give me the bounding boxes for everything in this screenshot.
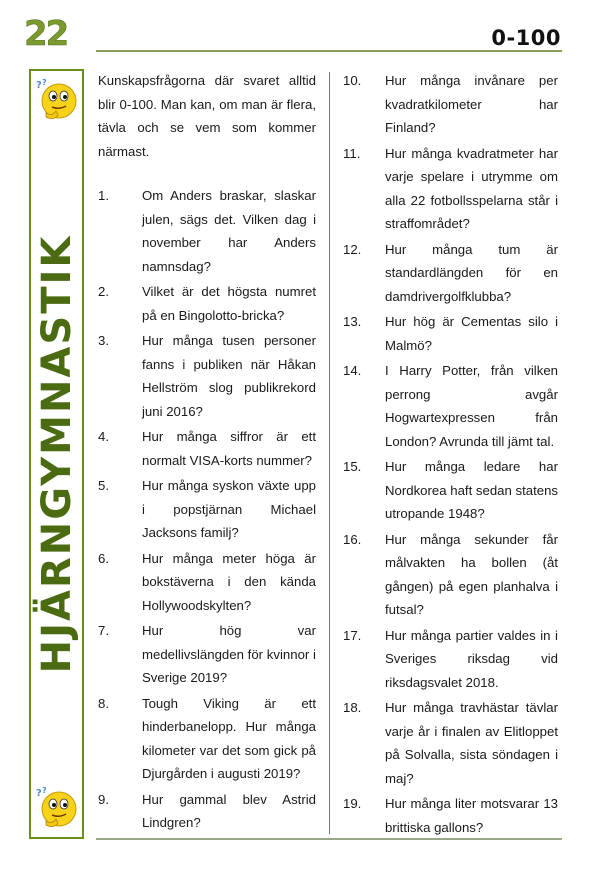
question-text: Hur många tum är standardlängden för en damdrivergolfklubba? bbox=[385, 241, 558, 304]
question-item bbox=[343, 455, 558, 526]
question-text: Hur hög var medellivslängden för kvinnor i Sverige 2019? bbox=[142, 623, 316, 685]
question-item bbox=[98, 619, 316, 690]
question-number: 17. bbox=[343, 627, 362, 643]
question-text: Om Anders braskar, slaskar julen, sägs det. Vilken dag i november har Anders namnsdag? bbox=[142, 188, 316, 274]
question-item bbox=[98, 474, 316, 545]
question-number: 8. bbox=[98, 695, 109, 711]
question-item bbox=[343, 238, 558, 309]
question-number: 18. bbox=[343, 700, 362, 715]
question-number: 6. bbox=[98, 550, 109, 566]
question-item bbox=[98, 788, 316, 835]
question-text: Vilket är det högsta numret på en Bingolotto-bricka? bbox=[142, 284, 316, 323]
svg-text:?: ? bbox=[42, 786, 47, 795]
question-number: 16. bbox=[343, 531, 362, 547]
question-item bbox=[343, 69, 558, 140]
question-item bbox=[98, 184, 316, 278]
question-item bbox=[98, 280, 316, 327]
question-number: 7. bbox=[98, 623, 109, 638]
header-rule bbox=[96, 50, 562, 52]
question-item bbox=[343, 792, 558, 839]
question-number: 12. bbox=[343, 241, 362, 257]
question-number: 4. bbox=[98, 429, 109, 444]
svg-text:?: ? bbox=[36, 788, 42, 799]
question-text: Hur många invånare per kvadratkilometer har Finland? bbox=[385, 73, 558, 135]
question-item bbox=[343, 310, 558, 357]
question-text: Hur många liter motsvarar 13 brittiska gallons? bbox=[385, 796, 558, 835]
question-text: Hur hög är Cementas silo i Malmö? bbox=[385, 314, 558, 353]
question-number: 2. bbox=[98, 284, 109, 299]
question-item bbox=[343, 359, 558, 453]
question-number: 15. bbox=[343, 459, 362, 474]
column-divider bbox=[329, 72, 330, 834]
question-text: Tough Viking är ett hinderbanelopp. Hur många kilometer var det som gick på Djurgården i augusti 2019? bbox=[142, 695, 316, 781]
sidebar-panel bbox=[29, 69, 84, 839]
left-column bbox=[98, 69, 316, 837]
question-item bbox=[98, 329, 316, 423]
question-text: I Harry Potter, från vilken perrong avgår Hogwartexpressen från London? Avrunda till jämt tal. bbox=[385, 363, 558, 449]
question-text: Hur många siffror är ett normalt VISA-korts nummer? bbox=[142, 429, 316, 468]
question-text: Hur många partier valdes in i Sveriges riksdag vid riksdagsvalet 2018. bbox=[385, 627, 558, 690]
question-item bbox=[343, 142, 558, 236]
vertical-title: HJÄRNGYMNASTIK bbox=[33, 234, 80, 674]
question-number: 9. bbox=[98, 791, 109, 807]
question-text: Hur många meter höga är bokstäverna i den kända Hollywoodskylten? bbox=[142, 550, 316, 613]
question-text: Hur många tusen personer fanns i publiken när Håkan Hellström slog publikrekord juni 2016? bbox=[142, 333, 316, 419]
page-number: 22 bbox=[24, 14, 68, 54]
section-title: 0-100 bbox=[491, 26, 561, 50]
thinking-smiley-icon bbox=[34, 77, 80, 123]
question-number: 1. bbox=[98, 188, 109, 203]
question-item bbox=[98, 425, 316, 472]
question-text: Hur många kvadratmeter har varje spelare i utrymme om alla 22 fotbollsspelarna står i straffområdet? bbox=[385, 145, 558, 231]
question-number: 11. bbox=[343, 145, 361, 161]
footer-rule bbox=[96, 838, 562, 840]
question-number: 13. bbox=[343, 314, 362, 329]
question-number: 3. bbox=[98, 333, 109, 348]
question-text: Hur många ledare har Nordkorea haft sedan statens utropande 1948? bbox=[385, 459, 559, 521]
question-item bbox=[98, 547, 316, 618]
question-list-right bbox=[343, 69, 558, 839]
question-text: Hur många sekunder får målvakten ha bollen (åt gången) på egen planhalva i futsal? bbox=[385, 531, 558, 617]
svg-text:?: ? bbox=[42, 78, 47, 87]
intro-text: Kunskapsfrågorna där svaret alltid blir 0-100. Man kan, om man är flera, tävla och se vem som kommer närmast. bbox=[98, 73, 316, 159]
right-column bbox=[343, 69, 558, 841]
thinking-smiley-icon bbox=[34, 785, 80, 831]
question-text: Hur många travhästar tävlar varje år i finalen av Elitloppet på Solvalla, sista söndagen i maj? bbox=[385, 700, 558, 786]
svg-text:?: ? bbox=[36, 80, 42, 91]
question-item bbox=[98, 692, 316, 786]
question-number: 19. bbox=[343, 796, 362, 811]
question-number: 5. bbox=[98, 478, 109, 493]
question-number: 10. bbox=[343, 73, 362, 88]
question-list-left bbox=[98, 184, 316, 835]
question-item bbox=[343, 696, 558, 790]
question-text: Hur många syskon växte upp i popstjärnan Michael Jacksons familj? bbox=[142, 478, 316, 540]
question-item bbox=[343, 624, 558, 695]
question-number: 14. bbox=[343, 363, 362, 378]
question-item bbox=[343, 528, 558, 622]
question-text: Hur gammal blev Astrid Lindgren? bbox=[142, 791, 316, 830]
